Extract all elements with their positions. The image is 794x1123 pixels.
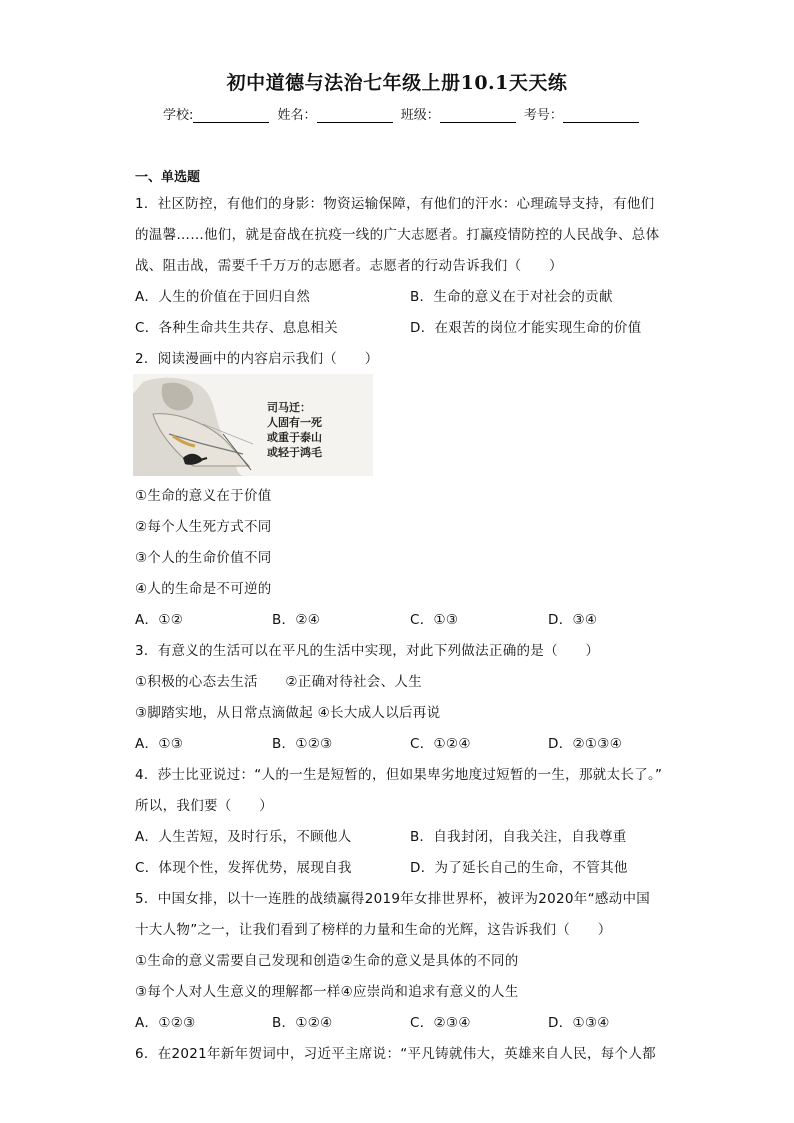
cartoon-caption-line-3: 或轻于鸿毛	[267, 446, 322, 459]
q3-option-a[interactable]: A．①③	[135, 736, 184, 752]
q4-option-c[interactable]: C．体现个性，发挥优势，展现自我	[135, 860, 352, 876]
q2-statement-2: ②每个人生死方式不同	[135, 519, 272, 535]
q6-line-1: 6．在2021年新年贺词中，习近平主席说：“平凡铸就伟大，英雄来自人民，每个人都	[135, 1046, 656, 1062]
q2-statement-1: ①生命的意义在于价值	[135, 488, 272, 504]
sima-qian-cartoon	[133, 374, 373, 476]
q2-option-d[interactable]: D．③④	[548, 612, 598, 628]
q3-line-1: 3．有意义的生活可以在平凡的生活中实现，对此下列做法正确的是（ ）	[135, 643, 600, 659]
q3-option-d[interactable]: D．②①③④	[548, 736, 623, 752]
name-label: 姓名：	[277, 108, 317, 123]
cartoon-caption-line-1: 人固有一死	[267, 416, 322, 429]
q4-option-d[interactable]: D．为了延长自己的生命，不管其他	[410, 860, 628, 876]
q3-statement-2: ③脚踏实地，从日常点滴做起 ④长大成人以后再说	[135, 705, 441, 721]
q2-line-1: 2．阅读漫画中的内容启示我们（ ）	[135, 351, 379, 367]
name-blank[interactable]	[317, 108, 393, 123]
q1-line-1: 1．社区防控，有他们的身影：物资运输保障，有他们的汗水：心理疏导支持，有他们	[135, 196, 655, 212]
class-label: 班级：	[400, 108, 440, 123]
q1-option-b[interactable]: B．生命的意义在于对社会的贡献	[410, 289, 613, 305]
q1-option-a[interactable]: A．人生的价值在于回归自然	[135, 289, 311, 305]
q2-statement-4: ④人的生命是不可逆的	[135, 581, 272, 597]
q5-statement-2: ③每个人对人生意义的理解都一样④应崇尚和追求有意义的人生	[135, 984, 519, 1000]
student-info-line	[163, 104, 683, 123]
q4-option-b[interactable]: B．自我封闭，自我关注，自我尊重	[410, 829, 627, 845]
q1-line-3: 战、阻击战，需要千千万万的志愿者。志愿者的行动告诉我们（ ）	[135, 258, 563, 274]
page-title: 初中道德与法治七年级上册10.1天天练	[226, 72, 568, 94]
q5-line-1: 5．中国女排，以十一连胜的战绩赢得2019年女排世界杯，被评为2020年“感动中国	[135, 891, 651, 907]
section-heading: 一、单选题	[135, 170, 201, 185]
q4-line-1: 4．莎士比亚说过：“人的一生是短暂的，但如果卑劣地度过短暂的一生，那就太长了。”	[135, 767, 663, 783]
exam-number-label: 考号：	[523, 108, 563, 123]
school-blank[interactable]	[193, 108, 269, 123]
q3-statement-1: ①积极的心态去生活 ②正确对待社会、人生	[135, 674, 423, 690]
school-label: 学校:	[163, 108, 194, 123]
q1-line-2: 的温馨……他们，就是奋战在抗疫一线的广大志愿者。打赢疫情防控的人民战争、总体	[135, 227, 660, 243]
q4-option-a[interactable]: A．人生苦短，及时行乐，不顾他人	[135, 829, 352, 845]
cartoon-drawing	[133, 374, 373, 476]
q2-statement-3: ③个人的生命价值不同	[135, 550, 272, 566]
cartoon-caption-speaker: 司马迁：	[267, 401, 311, 414]
q5-statement-1: ①生命的意义需要自己发现和创造②生命的意义是具体的不同的	[135, 953, 519, 969]
q3-option-b[interactable]: B．①②③	[272, 736, 333, 752]
q2-option-c[interactable]: C．①③	[410, 612, 459, 628]
q5-option-b[interactable]: B．①②④	[272, 1015, 333, 1031]
q4-line-2: 所以，我们要（ ）	[135, 798, 273, 814]
q1-option-d[interactable]: D．在艰苦的岗位才能实现生命的价值	[410, 320, 642, 336]
cartoon-caption-line-2: 或重于泰山	[267, 431, 322, 444]
q3-option-c[interactable]: C．①②④	[410, 736, 471, 752]
q2-option-b[interactable]: B．②④	[272, 612, 321, 628]
q1-option-c[interactable]: C．各种生命共生共存、息息相关	[135, 320, 338, 336]
exam-number-blank[interactable]	[563, 108, 639, 123]
q5-line-2: 十大人物”之一，让我们看到了榜样的力量和生命的光辉，这告诉我们（ ）	[135, 922, 612, 938]
q2-option-a[interactable]: A．①②	[135, 612, 184, 628]
q5-option-a[interactable]: A．①②③	[135, 1015, 196, 1031]
q5-option-c[interactable]: C．②③④	[410, 1015, 471, 1031]
class-blank[interactable]	[440, 108, 516, 123]
q5-option-d[interactable]: D．①③④	[548, 1015, 610, 1031]
